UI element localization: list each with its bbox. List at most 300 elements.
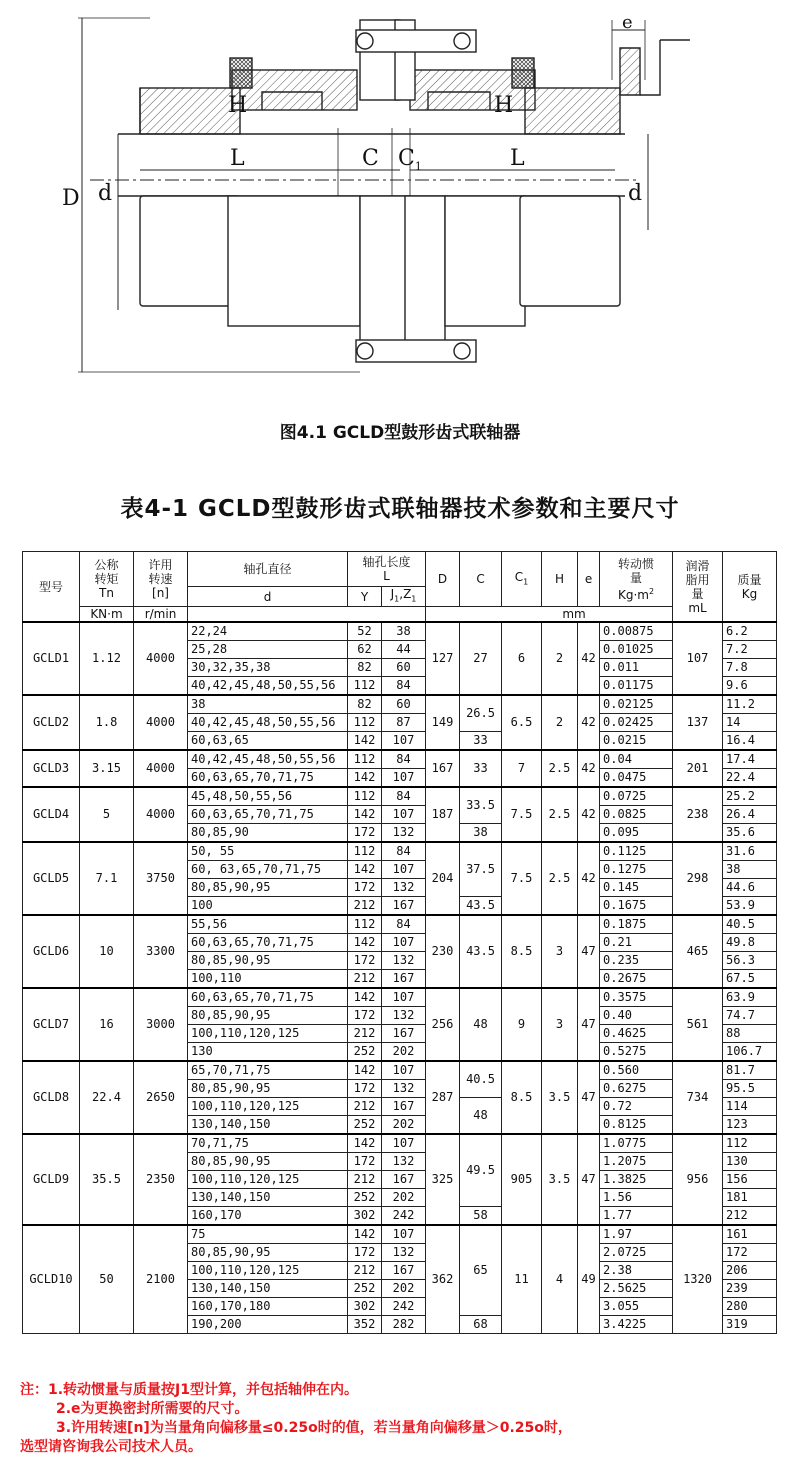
cell-H: 2.5 <box>542 842 578 915</box>
cell-bore: 100 <box>188 897 348 916</box>
cell-model: GCLD1 <box>23 622 80 695</box>
header-mm: mm <box>426 607 723 623</box>
cell-e: 42 <box>578 750 600 787</box>
cell-D: 167 <box>426 750 460 787</box>
cell-length-y: 112 <box>348 750 382 769</box>
cell-length-j1: 87 <box>382 714 426 732</box>
cell-bore: 100,110,120,125 <box>188 1098 348 1116</box>
cell-length-j1: 132 <box>382 1153 426 1171</box>
cell-torque: 16 <box>80 988 134 1061</box>
cell-C: 40.5 <box>460 1061 502 1098</box>
cell-D: 204 <box>426 842 460 915</box>
cell-model: GCLD3 <box>23 750 80 787</box>
header-speed-unit: r/min <box>134 607 188 623</box>
dim-label-C1: $C_1$ <box>398 146 422 173</box>
cell-H: 3 <box>542 988 578 1061</box>
cell-C1: 6 <box>502 622 542 695</box>
cell-length-j1: 167 <box>382 970 426 989</box>
cell-C: 26.5 <box>460 695 502 732</box>
cell-D: 325 <box>426 1134 460 1225</box>
cell-model: GCLD6 <box>23 915 80 988</box>
cell-inertia: 1.3825 <box>600 1171 673 1189</box>
cell-bore: 25,28 <box>188 641 348 659</box>
cell-mass: 95.5 <box>723 1080 777 1098</box>
cell-mass: 239 <box>723 1280 777 1298</box>
cell-speed: 3750 <box>134 842 188 915</box>
cell-C: 43.5 <box>460 897 502 916</box>
cell-length-y: 112 <box>348 842 382 861</box>
cell-C1: 905 <box>502 1134 542 1225</box>
cell-length-y: 212 <box>348 970 382 989</box>
cell-torque: 3.15 <box>80 750 134 787</box>
cell-mass: 106.7 <box>723 1043 777 1062</box>
cell-bore: 130 <box>188 1043 348 1062</box>
cell-speed: 3300 <box>134 915 188 988</box>
cell-inertia: 0.145 <box>600 879 673 897</box>
cell-length-y: 142 <box>348 1134 382 1153</box>
cell-torque: 35.5 <box>80 1134 134 1225</box>
cell-mass: 161 <box>723 1225 777 1244</box>
cell-length-y: 172 <box>348 879 382 897</box>
cell-bore: 45,48,50,55,56 <box>188 787 348 806</box>
cell-speed: 4000 <box>134 695 188 750</box>
cell-inertia: 0.095 <box>600 824 673 843</box>
cell-C1: 8.5 <box>502 915 542 988</box>
cell-speed: 4000 <box>134 787 188 842</box>
cell-D: 287 <box>426 1061 460 1134</box>
table-row <box>23 622 777 641</box>
cell-e: 42 <box>578 842 600 915</box>
cell-inertia: 0.011 <box>600 659 673 677</box>
cell-length-j1: 132 <box>382 1007 426 1025</box>
note-1: 注：1.转动惯量与质量按J1型计算，并包括轴伸在内。 <box>20 1382 359 1398</box>
header-D: D <box>426 552 460 607</box>
cell-inertia: 0.1875 <box>600 915 673 934</box>
cell-inertia: 0.0215 <box>600 732 673 751</box>
cell-inertia: 0.00875 <box>600 622 673 641</box>
cell-length-y: 142 <box>348 769 382 788</box>
cell-C: 48 <box>460 988 502 1061</box>
cell-inertia: 0.0825 <box>600 806 673 824</box>
cell-bore: 190,200 <box>188 1316 348 1334</box>
cell-mass: 35.6 <box>723 824 777 843</box>
cell-H: 4 <box>542 1225 578 1334</box>
cell-length-y: 252 <box>348 1116 382 1135</box>
cell-inertia: 0.1275 <box>600 861 673 879</box>
cell-mass: 130 <box>723 1153 777 1171</box>
header-inertia: 转动惯 量 $Kg\cdot m^2$ <box>600 552 673 607</box>
cell-inertia: 0.2675 <box>600 970 673 989</box>
cell-length-y: 142 <box>348 861 382 879</box>
cell-bore: 60,63,65,70,71,75 <box>188 988 348 1007</box>
cell-H: 2 <box>542 622 578 695</box>
cell-length-y: 352 <box>348 1316 382 1334</box>
cell-mass: 206 <box>723 1262 777 1280</box>
cell-e: 47 <box>578 1134 600 1225</box>
header-model: 型号 <box>23 552 80 623</box>
cell-bore: 80,85,90,95 <box>188 1244 348 1262</box>
dim-label-D: D <box>62 186 80 211</box>
cell-mass: 6.2 <box>723 622 777 641</box>
cell-lube: 1320 <box>673 1225 723 1334</box>
notes <box>20 1381 790 1457</box>
cell-length-j1: 107 <box>382 1061 426 1080</box>
cell-lube: 238 <box>673 787 723 842</box>
cell-H: 2.5 <box>542 750 578 787</box>
cell-torque: 7.1 <box>80 842 134 915</box>
cell-bore: 60,63,65,70,71,75 <box>188 769 348 788</box>
cell-mass: 40.5 <box>723 915 777 934</box>
cell-inertia: 0.01025 <box>600 641 673 659</box>
cell-mass: 7.2 <box>723 641 777 659</box>
figure-caption: 图4.1 GCLD型鼓形齿式联轴器 <box>279 423 521 443</box>
cell-bore: 130,140,150 <box>188 1189 348 1207</box>
cell-C: 43.5 <box>460 915 502 988</box>
cell-mass: 156 <box>723 1171 777 1189</box>
cell-length-y: 142 <box>348 988 382 1007</box>
cell-inertia: 2.5625 <box>600 1280 673 1298</box>
table-row <box>23 1134 777 1153</box>
cell-length-j1: 132 <box>382 952 426 970</box>
cell-C: 65 <box>460 1225 502 1316</box>
cell-bore: 50, 55 <box>188 842 348 861</box>
cell-mass: 14 <box>723 714 777 732</box>
cell-mass: 280 <box>723 1298 777 1316</box>
cell-length-y: 142 <box>348 1061 382 1080</box>
table-title: 表4-1 GCLD型鼓形齿式联轴器技术参数和主要尺寸 <box>120 496 680 522</box>
cell-D: 362 <box>426 1225 460 1334</box>
cell-speed: 2350 <box>134 1134 188 1225</box>
cell-lube: 561 <box>673 988 723 1061</box>
cell-length-y: 112 <box>348 915 382 934</box>
header-H: H <box>542 552 578 607</box>
cell-length-y: 212 <box>348 1098 382 1116</box>
cell-bore: 160,170 <box>188 1207 348 1226</box>
cell-length-j1: 167 <box>382 1025 426 1043</box>
cell-length-j1: 84 <box>382 842 426 861</box>
cell-length-y: 52 <box>348 622 382 641</box>
cell-inertia: 0.02125 <box>600 695 673 714</box>
cell-mass: 7.8 <box>723 659 777 677</box>
cell-length-y: 252 <box>348 1189 382 1207</box>
cell-length-j1: 84 <box>382 677 426 696</box>
cell-inertia: 0.4625 <box>600 1025 673 1043</box>
cell-length-y: 142 <box>348 732 382 751</box>
cell-lube: 465 <box>673 915 723 988</box>
cell-length-j1: 107 <box>382 988 426 1007</box>
header-torque-unit: KN·m <box>80 607 134 623</box>
cell-C: 48 <box>460 1098 502 1135</box>
cell-length-y: 112 <box>348 677 382 696</box>
cell-inertia: 0.560 <box>600 1061 673 1080</box>
header-length: 轴孔长度 L <box>348 552 426 587</box>
cell-inertia: 0.235 <box>600 952 673 970</box>
header-speed: 许用 转速 [n] <box>134 552 188 607</box>
cell-mass: 112 <box>723 1134 777 1153</box>
cell-torque: 10 <box>80 915 134 988</box>
cell-length-j1: 202 <box>382 1280 426 1298</box>
cell-C1: 9 <box>502 988 542 1061</box>
cell-torque: 1.8 <box>80 695 134 750</box>
cell-length-j1: 107 <box>382 861 426 879</box>
cell-inertia: 0.1125 <box>600 842 673 861</box>
cell-lube: 734 <box>673 1061 723 1134</box>
cell-bore: 80,85,90,95 <box>188 1153 348 1171</box>
cell-C: 33 <box>460 732 502 751</box>
cell-inertia: 1.77 <box>600 1207 673 1226</box>
cell-C1: 6.5 <box>502 695 542 750</box>
cell-mass: 49.8 <box>723 934 777 952</box>
cell-length-y: 82 <box>348 695 382 714</box>
cell-length-j1: 107 <box>382 934 426 952</box>
cell-length-y: 212 <box>348 1171 382 1189</box>
cell-length-j1: 132 <box>382 824 426 843</box>
cell-bore: 70,71,75 <box>188 1134 348 1153</box>
cell-length-j1: 107 <box>382 1225 426 1244</box>
cell-length-j1: 132 <box>382 1080 426 1098</box>
cell-C: 27 <box>460 622 502 695</box>
cell-inertia: 3.055 <box>600 1298 673 1316</box>
cell-mass: 25.2 <box>723 787 777 806</box>
table-row <box>23 915 777 934</box>
cell-length-j1: 202 <box>382 1043 426 1062</box>
cell-model: GCLD7 <box>23 988 80 1061</box>
cell-bore: 60,63,65 <box>188 732 348 751</box>
cell-speed: 4000 <box>134 750 188 787</box>
cell-length-y: 212 <box>348 897 382 916</box>
cell-inertia: 1.2075 <box>600 1153 673 1171</box>
cell-length-j1: 84 <box>382 787 426 806</box>
cell-torque: 50 <box>80 1225 134 1334</box>
cell-length-y: 212 <box>348 1262 382 1280</box>
cell-bore: 100,110 <box>188 970 348 989</box>
table-row <box>23 1061 777 1080</box>
cell-model: GCLD9 <box>23 1134 80 1225</box>
cell-length-j1: 107 <box>382 732 426 751</box>
cell-bore: 60,63,65,70,71,75 <box>188 806 348 824</box>
table-row <box>23 787 777 806</box>
header-J1Z1: $J_1,Z_1$ <box>382 587 426 607</box>
dim-label-d-left: d <box>98 181 113 206</box>
cell-length-j1: 38 <box>382 622 426 641</box>
cell-C: 68 <box>460 1316 502 1334</box>
cell-speed: 2100 <box>134 1225 188 1334</box>
note-3: 3.许用转速[n]为当量角向偏移量≤0.25o时的值，若当量角向偏移量＞0.25o时， <box>56 1420 572 1436</box>
cell-C: 38 <box>460 824 502 843</box>
cell-mass: 16.4 <box>723 732 777 751</box>
cell-length-y: 252 <box>348 1280 382 1298</box>
cell-inertia: 0.5275 <box>600 1043 673 1062</box>
cell-mass: 56.3 <box>723 952 777 970</box>
cell-length-j1: 132 <box>382 879 426 897</box>
cell-length-y: 212 <box>348 1025 382 1043</box>
cell-length-y: 142 <box>348 806 382 824</box>
cell-inertia: 2.38 <box>600 1262 673 1280</box>
cell-length-y: 172 <box>348 952 382 970</box>
cell-length-j1: 60 <box>382 695 426 714</box>
cell-mass: 26.4 <box>723 806 777 824</box>
header-lube: 润滑 脂用 量 mL <box>673 552 723 623</box>
cell-length-j1: 107 <box>382 806 426 824</box>
cell-H: 3.5 <box>542 1061 578 1134</box>
cell-length-y: 112 <box>348 787 382 806</box>
dim-label-L-left: L <box>230 146 245 171</box>
cell-length-y: 62 <box>348 641 382 659</box>
cell-length-j1: 202 <box>382 1189 426 1207</box>
cell-C: 49.5 <box>460 1134 502 1207</box>
cell-bore: 55,56 <box>188 915 348 934</box>
cell-C: 37.5 <box>460 842 502 897</box>
cell-D: 127 <box>426 622 460 695</box>
cell-inertia: 1.97 <box>600 1225 673 1244</box>
cell-bore: 22,24 <box>188 622 348 641</box>
cell-e: 47 <box>578 1061 600 1134</box>
cell-bore: 80,85,90,95 <box>188 1080 348 1098</box>
header-bore-d: d <box>188 587 348 607</box>
cell-bore: 60,63,65,70,71,75 <box>188 934 348 952</box>
cell-length-y: 82 <box>348 659 382 677</box>
cell-length-y: 172 <box>348 824 382 843</box>
cell-mass: 44.6 <box>723 879 777 897</box>
cell-inertia: 0.0475 <box>600 769 673 788</box>
dim-label-H-left: H <box>228 93 248 118</box>
cell-lube: 201 <box>673 750 723 787</box>
cell-length-j1: 167 <box>382 1171 426 1189</box>
cell-e: 47 <box>578 915 600 988</box>
cell-e: 49 <box>578 1225 600 1334</box>
cell-length-y: 252 <box>348 1043 382 1062</box>
header-e: e <box>578 552 600 607</box>
cell-torque: 22.4 <box>80 1061 134 1134</box>
cell-H: 2.5 <box>542 787 578 842</box>
cell-C1: 8.5 <box>502 1061 542 1134</box>
header-C1: $C_1$ <box>502 552 542 607</box>
cell-length-y: 172 <box>348 1007 382 1025</box>
cell-H: 3 <box>542 915 578 988</box>
cell-bore: 80,85,90,95 <box>188 952 348 970</box>
cell-length-y: 142 <box>348 934 382 952</box>
cell-model: GCLD2 <box>23 695 80 750</box>
note-3-cont: 选型请咨询我公司技术人员。 <box>20 1439 202 1455</box>
cell-bore: 40,42,45,48,50,55,56 <box>188 677 348 696</box>
cell-mass: 88 <box>723 1025 777 1043</box>
cell-inertia: 0.01175 <box>600 677 673 696</box>
cell-length-j1: 167 <box>382 897 426 916</box>
cell-mass: 11.2 <box>723 695 777 714</box>
dim-label-H-right: H <box>494 93 514 118</box>
cell-mass: 319 <box>723 1316 777 1334</box>
cell-bore: 40,42,45,48,50,55,56 <box>188 714 348 732</box>
cell-length-j1: 60 <box>382 659 426 677</box>
table-row <box>23 750 777 769</box>
header-Y: Y <box>348 587 382 607</box>
cell-inertia: 0.0725 <box>600 787 673 806</box>
dim-label-C: C <box>362 146 379 171</box>
cell-mass: 212 <box>723 1207 777 1226</box>
cell-inertia: 0.40 <box>600 1007 673 1025</box>
cell-H: 3.5 <box>542 1134 578 1225</box>
cell-model: GCLD8 <box>23 1061 80 1134</box>
cell-inertia: 0.02425 <box>600 714 673 732</box>
cell-inertia: 0.3575 <box>600 988 673 1007</box>
cell-D: 230 <box>426 915 460 988</box>
cell-model: GCLD4 <box>23 787 80 842</box>
cell-model: GCLD10 <box>23 1225 80 1334</box>
cell-mass: 53.9 <box>723 897 777 916</box>
cell-e: 47 <box>578 988 600 1061</box>
cell-lube: 107 <box>673 622 723 695</box>
cell-mass: 63.9 <box>723 988 777 1007</box>
cell-mass: 9.6 <box>723 677 777 696</box>
cell-bore: 30,32,35,38 <box>188 659 348 677</box>
cell-lube: 298 <box>673 842 723 915</box>
cell-bore: 80,85,90,95 <box>188 1007 348 1025</box>
cell-C1: 7.5 <box>502 787 542 842</box>
table-row <box>23 695 777 714</box>
cell-speed: 4000 <box>134 622 188 695</box>
table-row <box>23 1225 777 1244</box>
cell-length-j1: 282 <box>382 1316 426 1334</box>
cell-lube: 137 <box>673 695 723 750</box>
cell-mass: 31.6 <box>723 842 777 861</box>
cell-D: 149 <box>426 695 460 750</box>
cell-length-y: 302 <box>348 1298 382 1316</box>
cell-torque: 5 <box>80 787 134 842</box>
cell-C: 33 <box>460 750 502 787</box>
header-torque: 公称 转矩 Tn <box>80 552 134 607</box>
cell-length-j1: 132 <box>382 1244 426 1262</box>
cell-inertia: 1.56 <box>600 1189 673 1207</box>
cell-D: 256 <box>426 988 460 1061</box>
cell-bore: 80,85,90,95 <box>188 879 348 897</box>
cell-mass: 74.7 <box>723 1007 777 1025</box>
cell-length-y: 112 <box>348 714 382 732</box>
cell-C1: 7 <box>502 750 542 787</box>
cell-mass: 22.4 <box>723 769 777 788</box>
cell-C: 33.5 <box>460 787 502 824</box>
spec-table <box>22 551 777 1334</box>
cell-inertia: 0.6275 <box>600 1080 673 1098</box>
cell-length-j1: 242 <box>382 1298 426 1316</box>
cell-mass: 17.4 <box>723 750 777 769</box>
cell-bore: 130,140,150 <box>188 1280 348 1298</box>
cell-length-y: 142 <box>348 1225 382 1244</box>
cell-bore: 38 <box>188 695 348 714</box>
cell-model: GCLD5 <box>23 842 80 915</box>
cell-length-y: 172 <box>348 1080 382 1098</box>
cell-mass: 123 <box>723 1116 777 1135</box>
cell-lube: 956 <box>673 1134 723 1225</box>
cell-length-j1: 84 <box>382 915 426 934</box>
cell-inertia: 0.72 <box>600 1098 673 1116</box>
cell-mass: 38 <box>723 861 777 879</box>
cell-bore: 65,70,71,75 <box>188 1061 348 1080</box>
cell-e: 42 <box>578 622 600 695</box>
cell-bore: 60, 63,65,70,71,75 <box>188 861 348 879</box>
cell-inertia: 3.4225 <box>600 1316 673 1334</box>
cell-length-y: 172 <box>348 1153 382 1171</box>
cell-C: 58 <box>460 1207 502 1226</box>
cell-mass: 67.5 <box>723 970 777 989</box>
cell-length-j1: 167 <box>382 1262 426 1280</box>
cell-torque: 1.12 <box>80 622 134 695</box>
cell-C1: 7.5 <box>502 842 542 915</box>
cell-bore: 100,110,120,125 <box>188 1025 348 1043</box>
note-2: 2.e为更换密封所需要的尺寸。 <box>56 1401 249 1417</box>
cell-length-j1: 107 <box>382 769 426 788</box>
table-row <box>23 988 777 1007</box>
cell-speed: 3000 <box>134 988 188 1061</box>
